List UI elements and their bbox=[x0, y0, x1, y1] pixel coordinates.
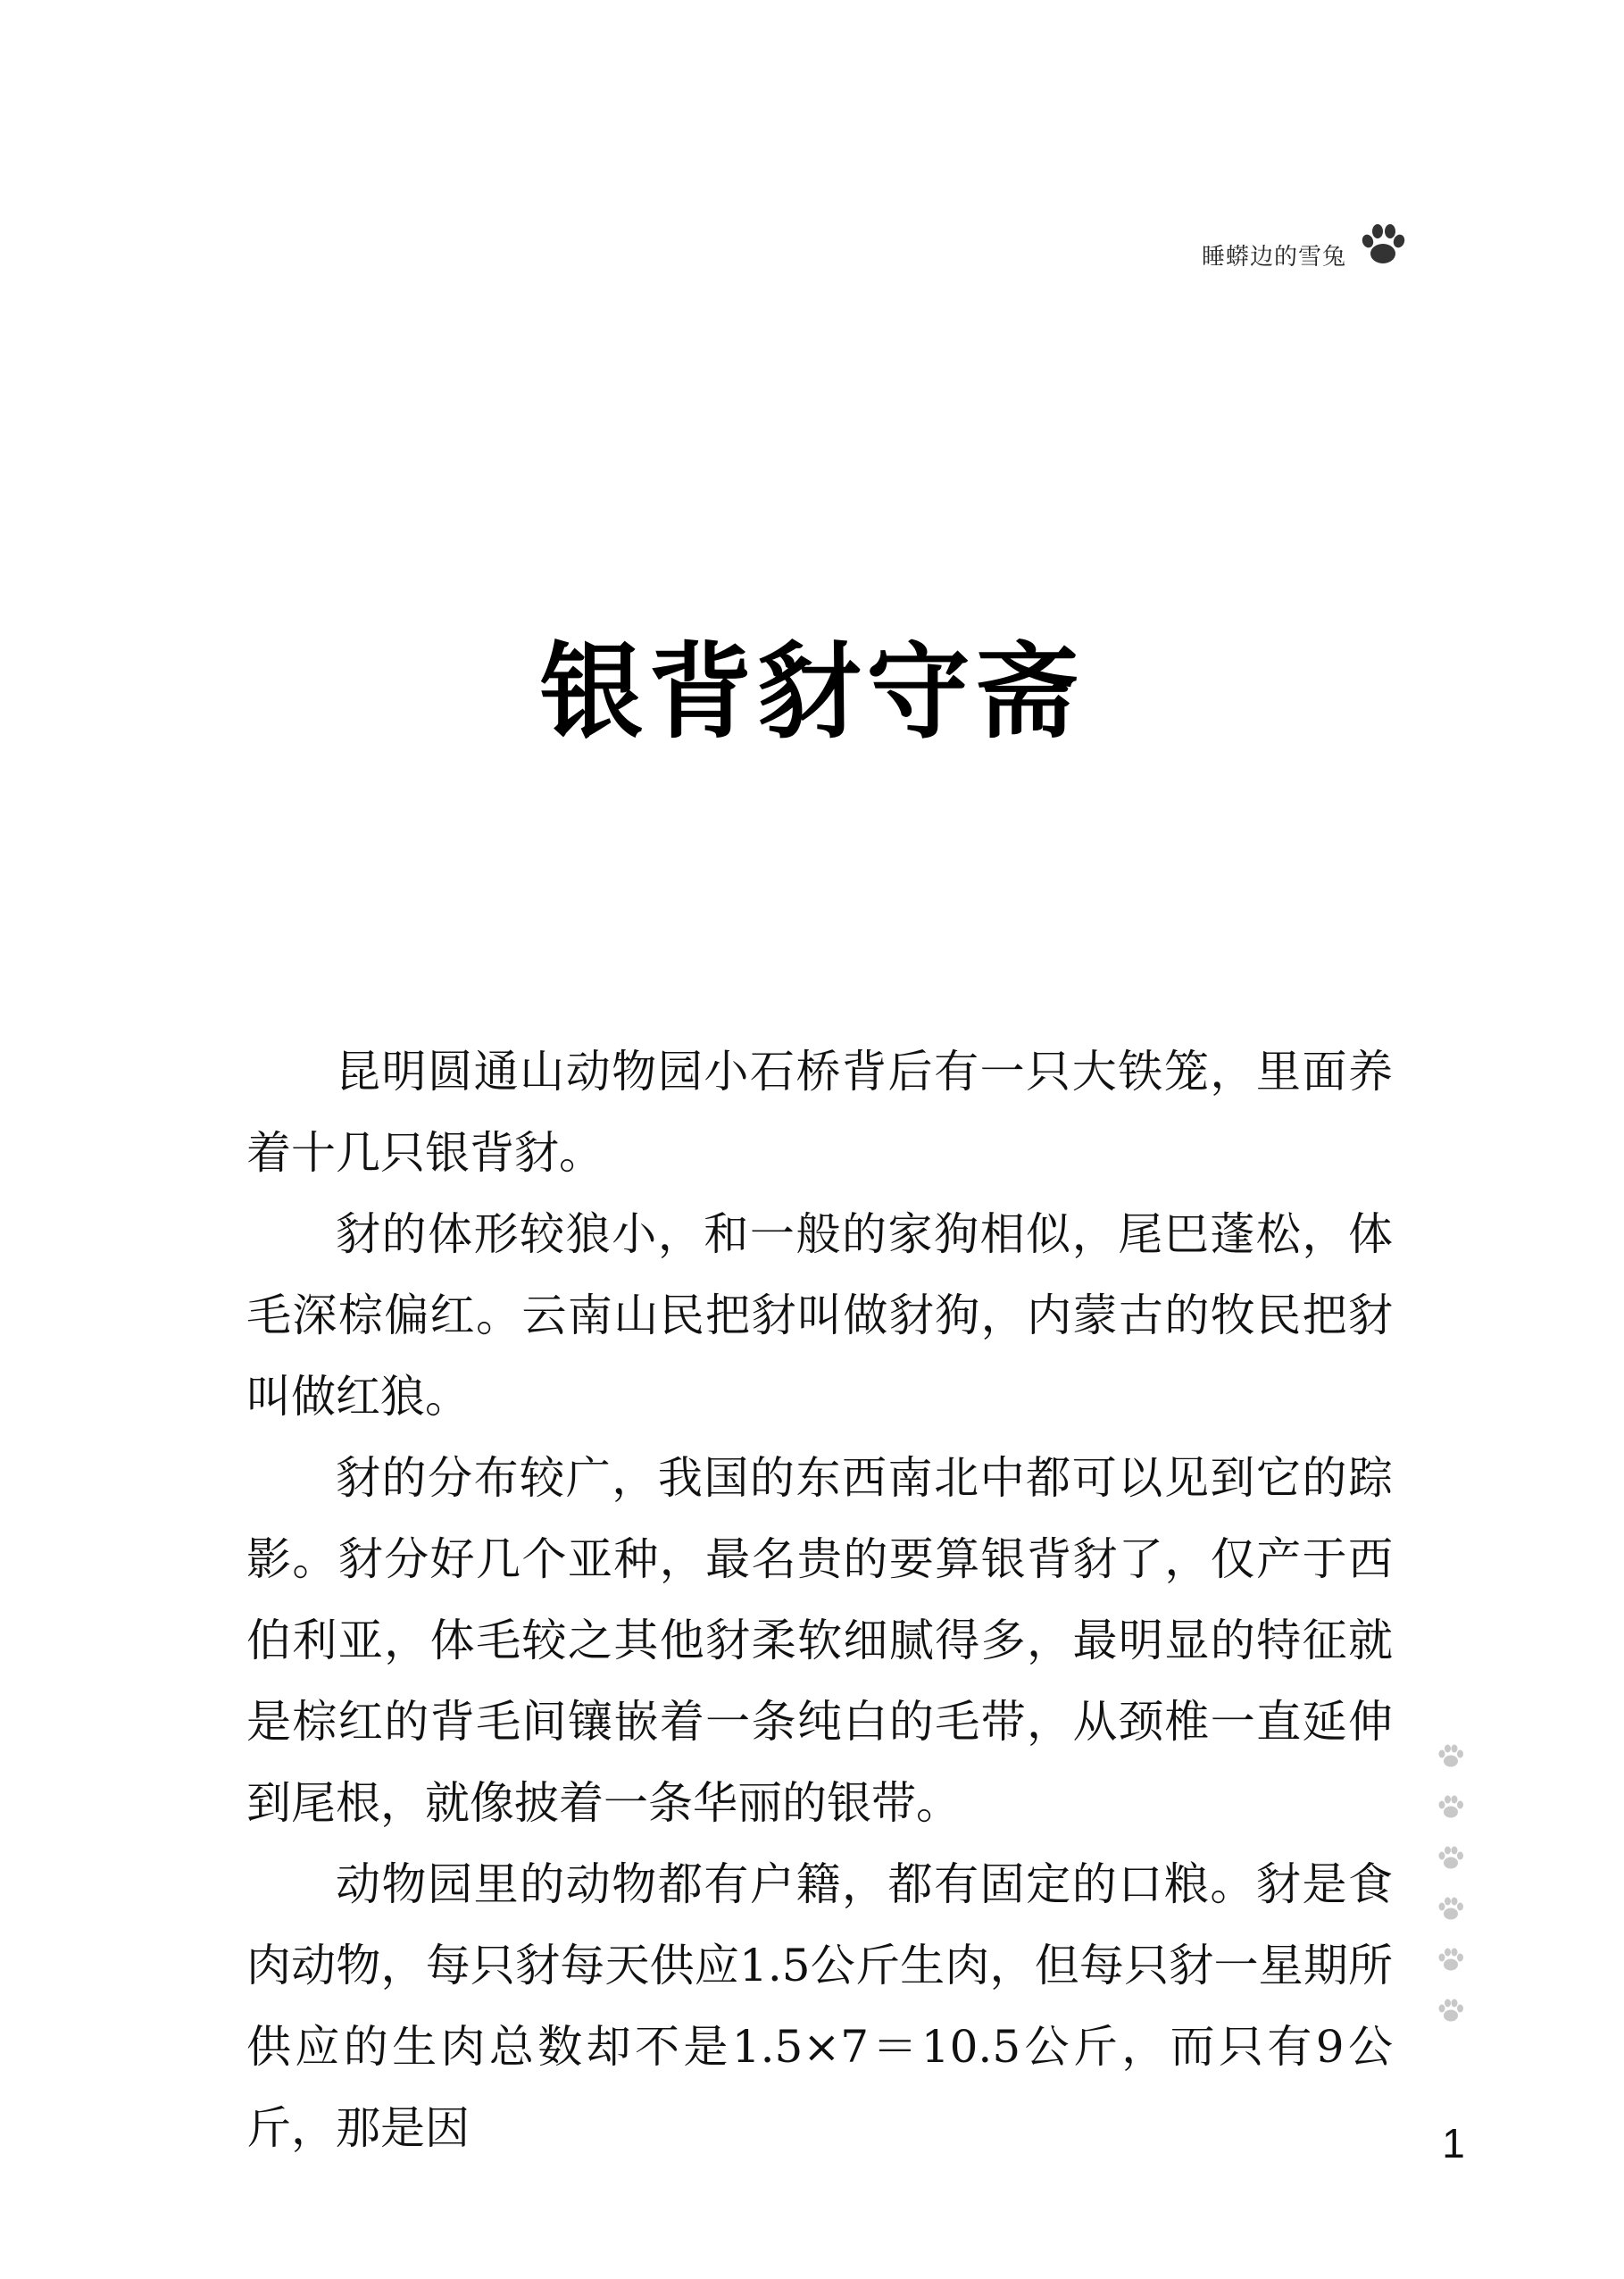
paw-print-icon bbox=[1436, 1894, 1466, 1924]
chapter-title: 银背豺守斋 bbox=[539, 631, 1085, 753]
paragraph: 豺的体形较狼小，和一般的家狗相似，尾巴蓬松，体毛深棕偏红。云南山民把豺叫做豺狗，内蒙古的牧民把豺叫做红狼。 bbox=[246, 1208, 1393, 1423]
paw-print-icon bbox=[1436, 1945, 1466, 1975]
paw-print-icon bbox=[1436, 1792, 1466, 1823]
paragraph: 动物园里的动物都有户籍，都有固定的口粮。豺是食肉动物，每只豺每天供应1.5公斤生肉，但每只豺一星期所供应的生肉总数却不是1.5×7＝10.5公斤，而只有9公斤，那是因 bbox=[246, 1858, 1393, 2154]
paw-print-icon bbox=[1436, 1741, 1466, 1772]
paw-print-icon bbox=[1357, 220, 1409, 271]
page-number: 1 bbox=[1442, 2120, 1465, 2166]
paw-print-icon bbox=[1436, 1996, 1466, 2026]
paragraph: 豺的分布较广，我国的东西南北中都可以见到它的踪影。豺分好几个亚种，最名贵的要算银背豺了，仅产于西伯利亚，体毛较之其他豺柔软细腻得多，最明显的特征就是棕红的背毛间镶嵌着一条纯白的毛带，从颈椎一直延伸到尾根，就像披着一条华丽的银带。 bbox=[246, 1452, 1393, 1829]
margin-paw-column bbox=[1436, 1741, 1471, 2045]
paragraph: 昆明圆通山动物园小石桥背后有一只大铁笼，里面养着十几只银背豺。 bbox=[246, 1046, 1393, 1179]
body-text bbox=[246, 1031, 1393, 2169]
paw-print-icon bbox=[1436, 1843, 1466, 1874]
running-head-title: 睡蟒边的雪兔 bbox=[1201, 244, 1346, 271]
